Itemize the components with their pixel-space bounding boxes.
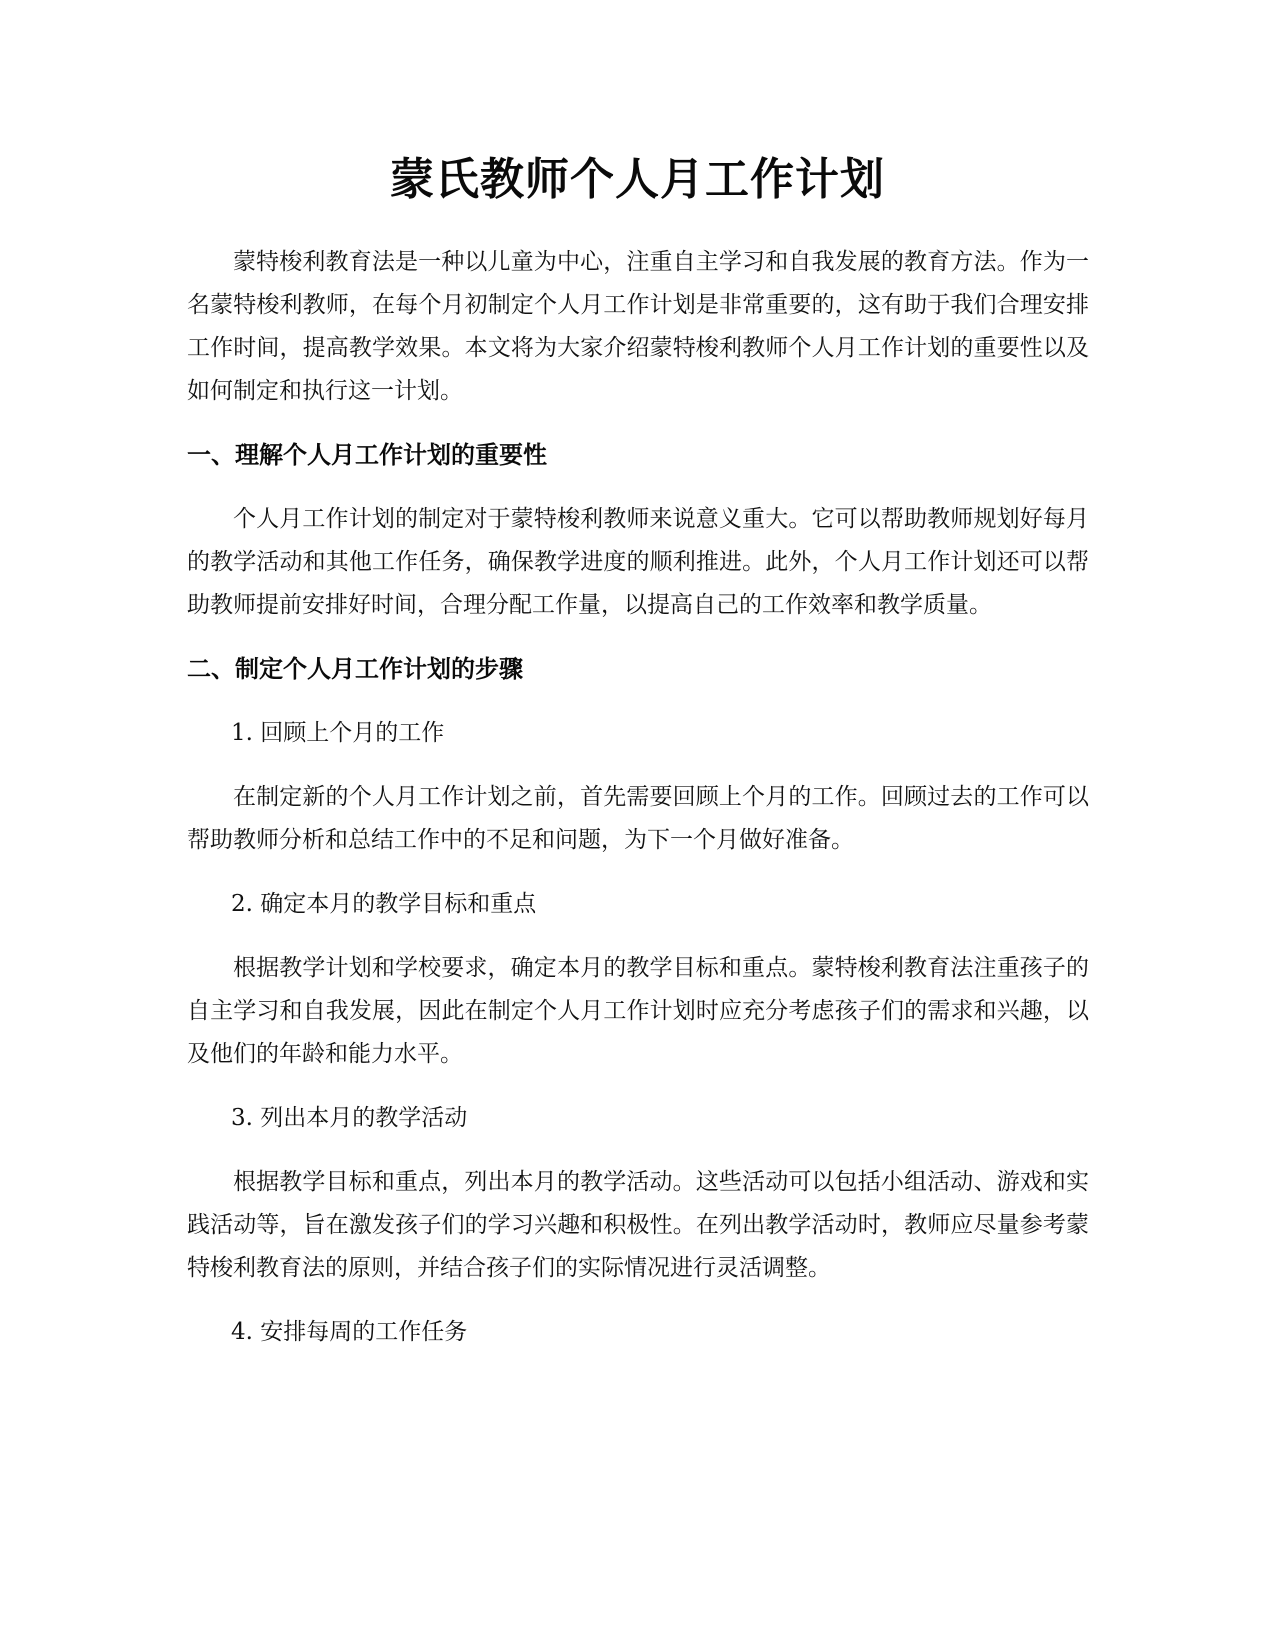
step-label-2: 2. 确定本月的教学目标和重点: [231, 891, 537, 917]
step-label-1: 1. 回顾上个月的工作: [231, 720, 445, 746]
step-label-3: 3. 列出本月的教学活动: [231, 1105, 468, 1131]
document-body: [187, 241, 1089, 1354]
step-paragraph-2: 根据教学计划和学校要求，确定本月的教学目标和重点。蒙特梭利教育法注重孩子的自主学习和自我发展，因此在制定个人月工作计划时应充分考虑孩子们的需求和兴趣，以及他们的年龄和能力水平。: [187, 955, 1089, 1067]
step-paragraph-3: 根据教学目标和重点，列出本月的教学活动。这些活动可以包括小组活动、游戏和实践活动等，旨在激发孩子们的学习兴趣和积极性。在列出教学活动时，教师应尽量参考蒙特梭利教育法的原则，并结合孩子们的实际情况进行灵活调整。: [187, 1169, 1089, 1281]
section-heading-importance: 一、理解个人月工作计划的重要性: [187, 441, 547, 469]
intro-paragraph: 蒙特梭利教育法是一种以儿童为中心，注重自主学习和自我发展的教育方法。作为一名蒙特梭利教师，在每个月初制定个人月工作计划是非常重要的，这有助于我们合理安排工作时间，提高教学效果。本文将为大家介绍蒙特梭利教师个人月工作计划的重要性以及如何制定和执行这一计划。: [187, 249, 1089, 404]
document-title: 蒙氏教师个人月工作计划: [390, 154, 885, 205]
step-label-4: 4. 安排每周的工作任务: [231, 1319, 468, 1345]
section-paragraph-importance: 个人月工作计划的制定对于蒙特梭利教师来说意义重大。它可以帮助教师规划好每月的教学活动和其他工作任务，确保教学进度的顺利推进。此外，个人月工作计划还可以帮助教师提前安排好时间，合理分配工作量，以提高自己的工作效率和教学质量。: [187, 506, 1089, 618]
section-heading-steps: 二、制定个人月工作计划的步骤: [187, 655, 523, 683]
step-paragraph-1: 在制定新的个人月工作计划之前，首先需要回顾上个月的工作。回顾过去的工作可以帮助教师分析和总结工作中的不足和问题，为下一个月做好准备。: [187, 784, 1089, 853]
